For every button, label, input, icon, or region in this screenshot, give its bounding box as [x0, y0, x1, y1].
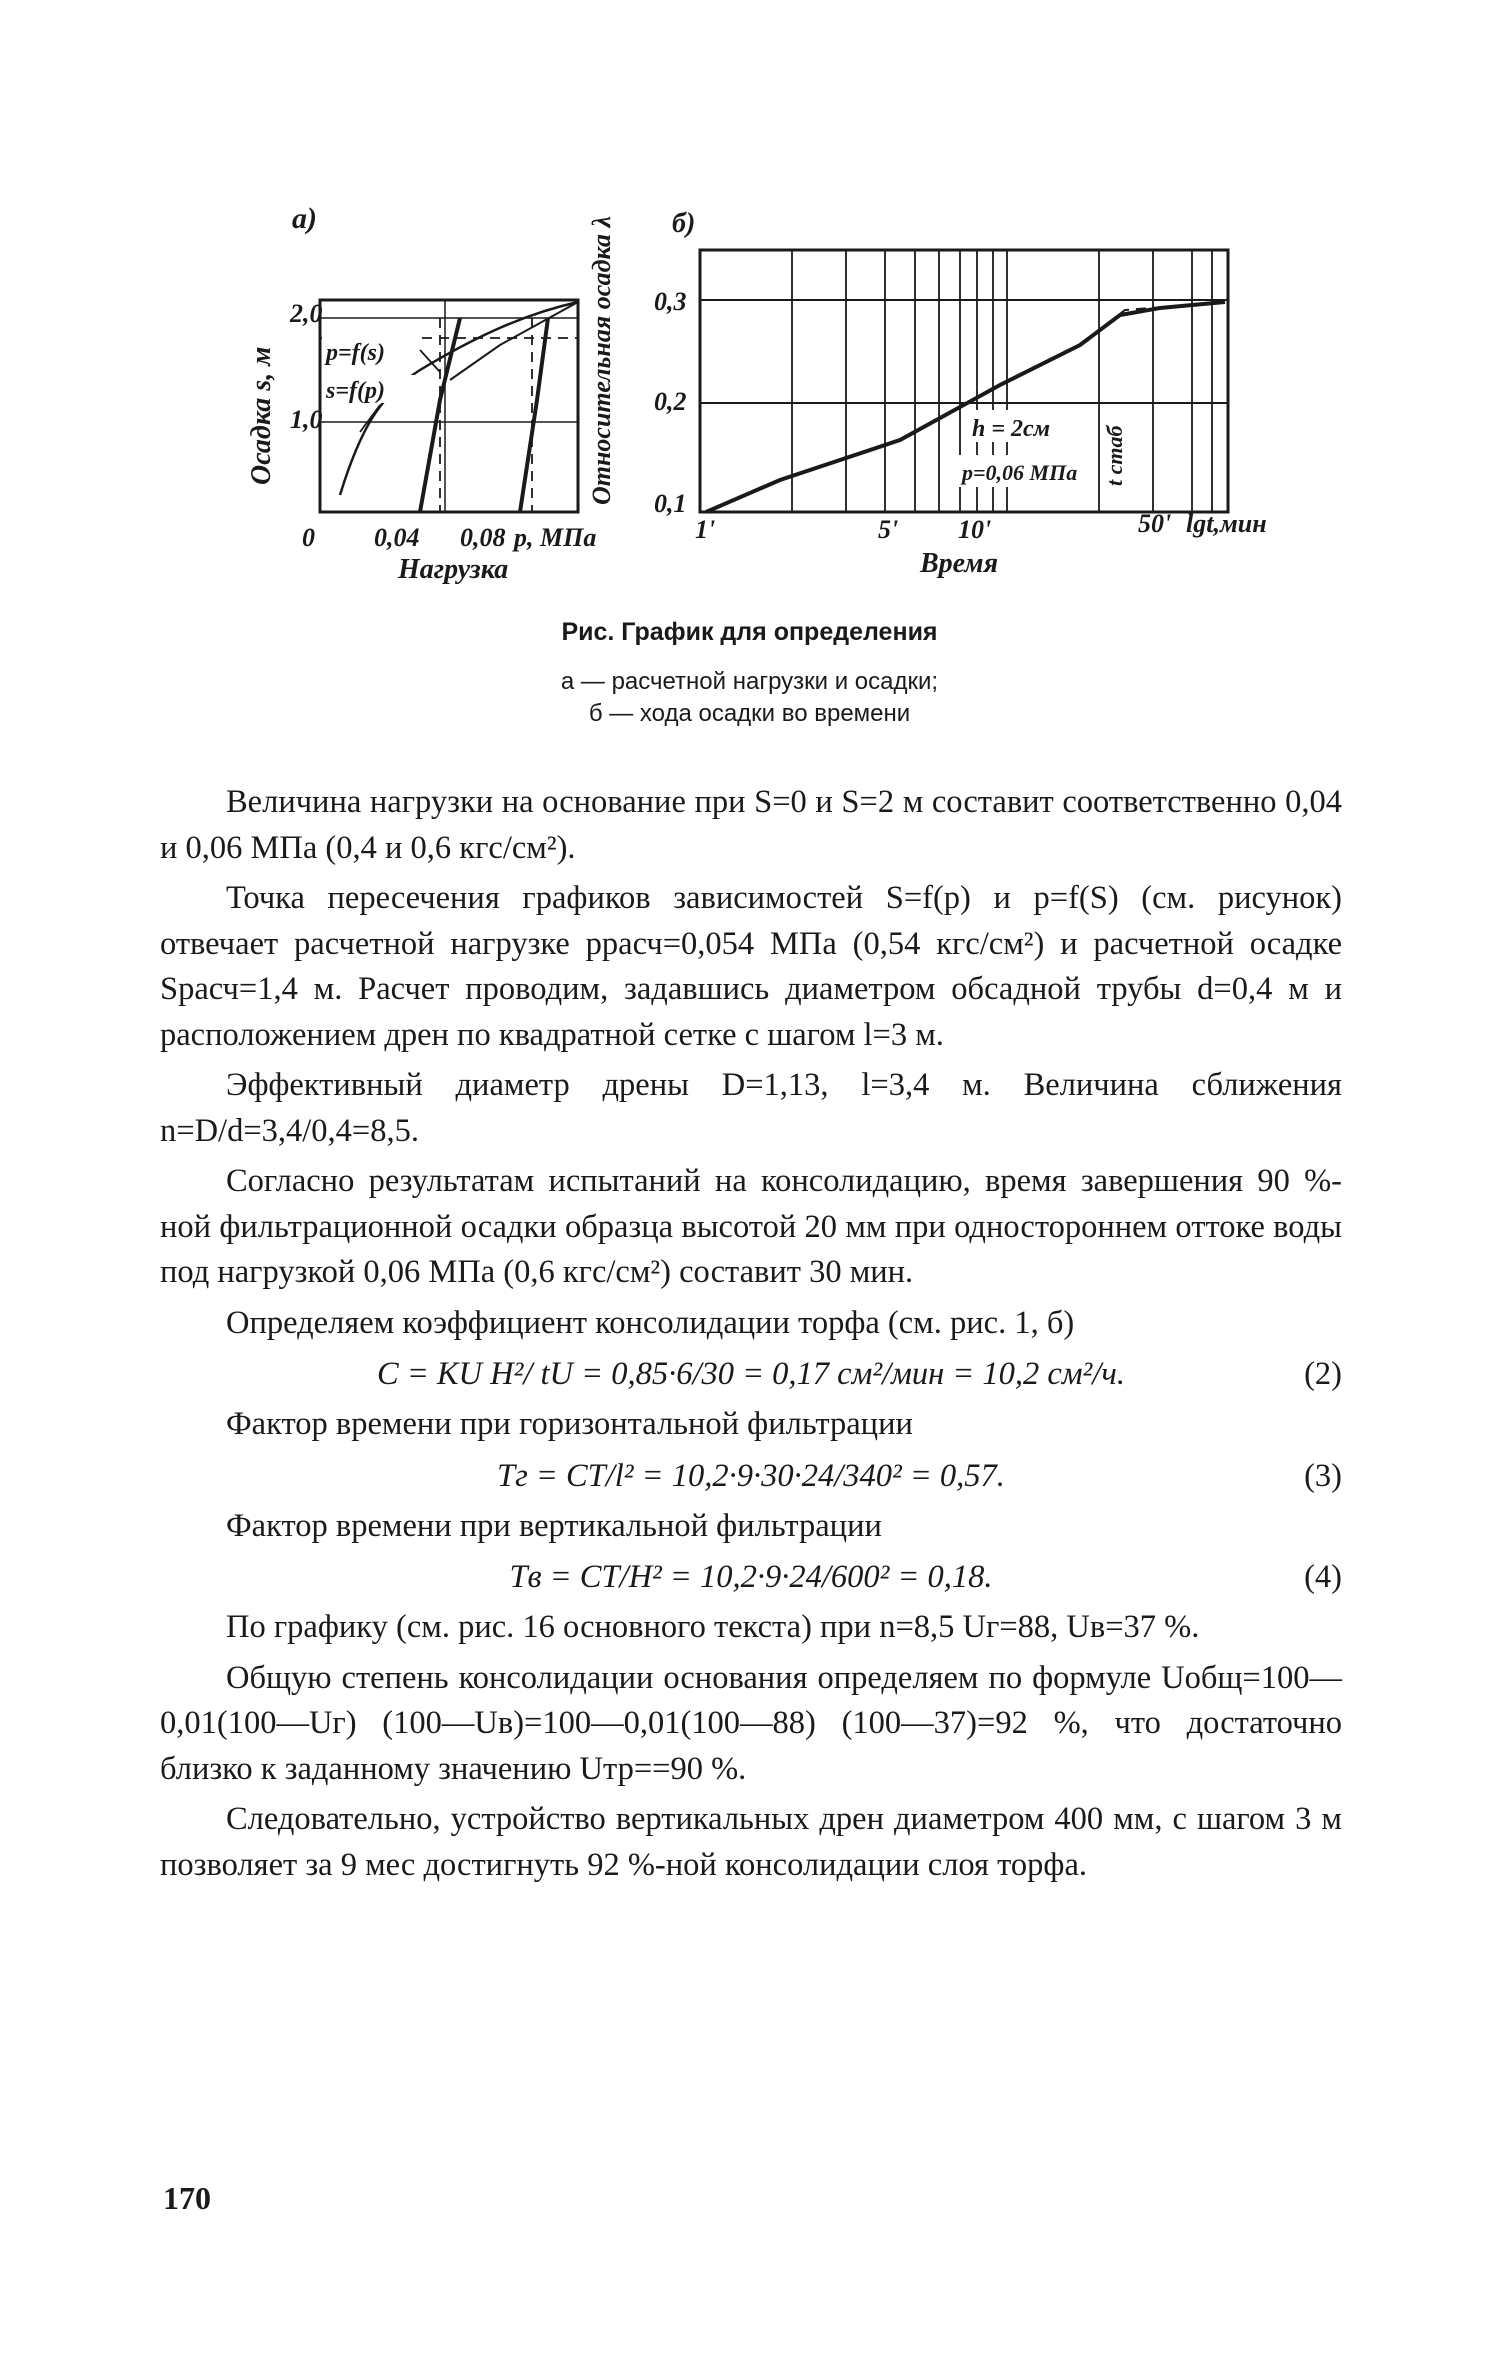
curve-p-f-s-right [520, 318, 548, 512]
panel-a-ytick-2: 2,0 [290, 299, 323, 328]
equation-2-text: C = KU H²/ tU = 0,85·6/30 = 0,17 см²/мин = 10,2 см²/ч. [377, 1356, 1125, 1392]
panel-a-ylabel: Осадка s, м [246, 346, 277, 485]
paragraph-9: Общую степень консолидации основания определяем по формуле Uобщ=100—0,01(100—Uг) (100—Uв)=100—0,01(100—88) (100—37)=92 %, что достаточно близко к заданному значению Uтр==90 %. [160, 1659, 1342, 1787]
panel-a-label: а) [292, 202, 317, 235]
paragraph-7: Фактор времени при вертикальной фильтрации [226, 1507, 882, 1544]
figure-caption-title: Рис. График для определения [561, 618, 938, 646]
panel-b-ytick-01: 0,1 [654, 489, 687, 518]
panel-b-xtick-1: 1' [695, 515, 716, 544]
panel-b-ylabel: Относительная осадка λ [587, 215, 616, 505]
equation-4-text: Tв = CT/H² = 10,2·9·24/600² = 0,18. [509, 1559, 993, 1595]
paragraph-3: Эффективный диаметр дрены D=1,13, l=3,4 м. Величина сближения n=D/d=3,4/0,4=8,5. [160, 1067, 1342, 1149]
panel-a-xunit: p, МПа [514, 523, 597, 552]
panel-b-ytick-02: 0,2 [654, 387, 687, 416]
annotation-p: p=0,06 МПа [962, 460, 1078, 485]
paragraph-10: Следовательно, устройство вертикальных дрен диаметром 400 мм, с шагом 3 м позволяет за 9 мес достигнуть 92 %-ной консолидации слоя торфа. [160, 1801, 1342, 1883]
equation-3 [160, 1448, 1342, 1504]
curve-p-f-s-left [420, 318, 460, 512]
paragraph-4: Согласно результатам испытаний на консолидацию, время завершения 90 %-ной фильтрационной осадки образца высотой 20 мм при одностороннем оттоке воды под нагрузкой 0,06 МПа (0,6 кгс/см²) составит 30 мин. [160, 1163, 1342, 1290]
panel-b [587, 208, 1267, 579]
curve-upper [450, 302, 578, 380]
panel-a-xtick-004: 0,04 [374, 523, 420, 552]
panel-a-xlabel: Нагрузка [398, 554, 509, 585]
annotation-h: h = 2см [972, 416, 1051, 442]
paragraph-2: Точка пересечения графиков зависимостей S=f(p) и p=f(S) (см. рисунок) отвечает расчетной нагрузке pрасч=0,054 МПа (0,54 кгс/см²) и расчетной осадке Sрасч=1,4 м. Расчет проводим, задавшись диаметром обсадной трубы d=0,4 м и расположением дрен по квадратной сетке с шагом l=3 м. [160, 880, 1342, 1053]
equation-2-number: (2) [1304, 1356, 1342, 1392]
panel-a-origin: 0 [302, 523, 315, 552]
panel-b-xtick-10: 10' [958, 515, 992, 544]
panel-b-ytick-03: 0,3 [654, 287, 687, 316]
panel-b-xtick-5: 5' [878, 515, 899, 544]
curve-label-p-f-s: p=f(s) [326, 340, 385, 366]
panel-b-xtick-50: 50' [1138, 509, 1172, 538]
curve-label-s-f-p: s=f(p) [326, 378, 385, 404]
equation-2 [160, 1346, 1342, 1402]
paragraph-5: Определяем коэффициент консолидации торфа (см. рис. 1, б) [226, 1304, 1075, 1341]
figure-graphics [0, 0, 1499, 610]
figure-caption-b: б — хода осадки во времени [588, 700, 911, 727]
panel-a-xtick-008: 0,08 [460, 523, 506, 552]
page-number: 170 [163, 2180, 211, 2216]
panel-a-ytick-1: 1,0 [290, 405, 323, 434]
figure [0, 0, 1499, 760]
panel-b-xunit: lgt,мин [1186, 509, 1267, 538]
paragraph-1: Величина нагрузки на основание при S=0 и S=2 м составит соответственно 0,04 и 0,06 МПа (0,4 и 0,6 кгс/см²). [160, 784, 1342, 866]
paragraph-8: По графику (см. рис. 16 основного текста) при n=8,5 Uг=88, Uв=37 %. [226, 1609, 1200, 1645]
panel-b-label: б) [672, 208, 696, 239]
equation-3-text: Tг = CT/l² = 10,2·9·30·24/340² = 0,57. [497, 1457, 1005, 1494]
panel-a-frame [320, 300, 578, 512]
panel-b-xlabel: Время [920, 548, 999, 579]
panel-a [246, 202, 596, 585]
equation-4 [160, 1549, 1342, 1605]
annotation-t-stab: t стаб [1102, 425, 1127, 486]
equation-4-number: (4) [1304, 1559, 1342, 1595]
body-text [160, 780, 1342, 1888]
equation-3-number: (3) [1304, 1457, 1342, 1494]
figure-caption-a: а — расчетной нагрузки и осадки; [560, 668, 939, 695]
paragraph-6: Фактор времени при горизонтальной фильтрации [226, 1406, 913, 1442]
